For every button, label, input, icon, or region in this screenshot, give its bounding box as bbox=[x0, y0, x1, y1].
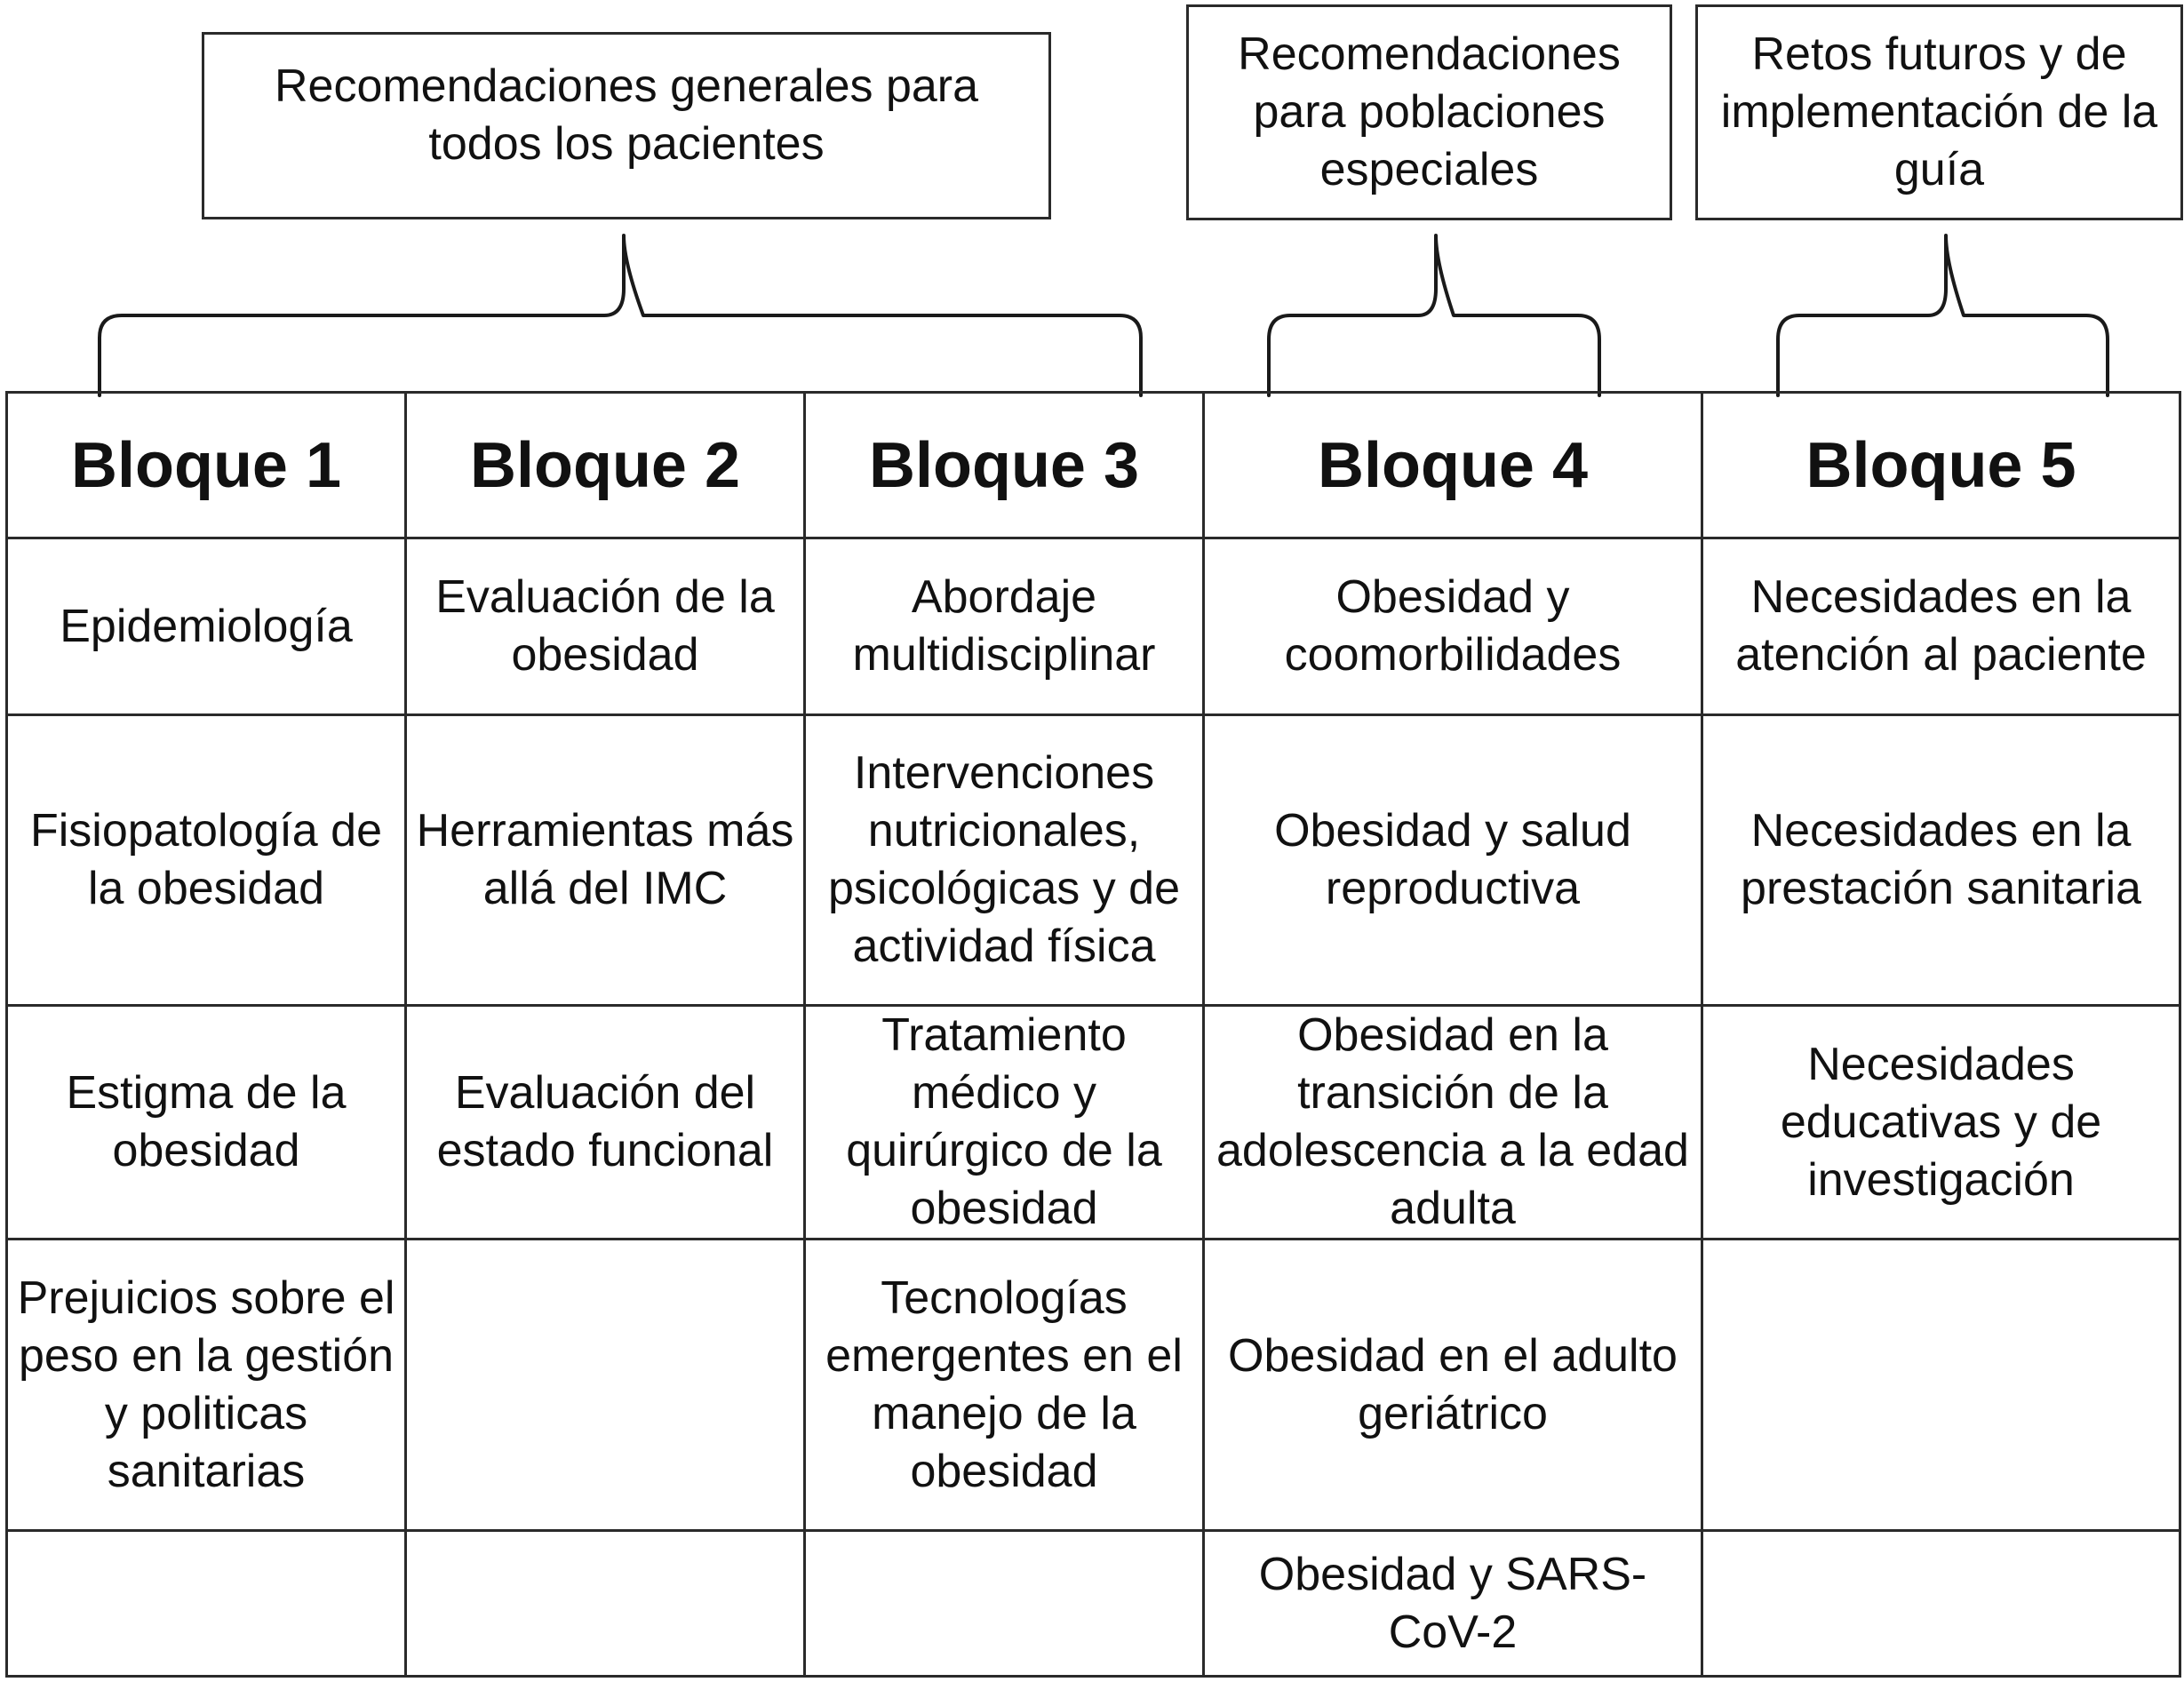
table-row bbox=[7, 1006, 2180, 1240]
header-bloque-5: Bloque 5 bbox=[1702, 393, 2180, 538]
cell: Tratamiento médico y quirúrgico de la obesidad bbox=[805, 1006, 1204, 1240]
cell: Necesidades en la atención al paciente bbox=[1702, 538, 2180, 715]
cell: Intervenciones nutricionales, psicológicas y de actividad física bbox=[805, 715, 1204, 1006]
cell: Obesidad y SARS-CoV-2 bbox=[1204, 1531, 1702, 1677]
header-bloque-1: Bloque 1 bbox=[7, 393, 406, 538]
cell: Estigma de la obesidad bbox=[7, 1006, 406, 1240]
cell: Necesidades educativas y de investigación bbox=[1702, 1006, 2180, 1240]
cell bbox=[406, 1240, 805, 1531]
table-row bbox=[7, 538, 2180, 715]
header-bloque-2: Bloque 2 bbox=[406, 393, 805, 538]
table-row bbox=[7, 715, 2180, 1006]
blocks-table bbox=[5, 391, 2181, 1678]
cell: Herramientas más allá del IMC bbox=[406, 715, 805, 1006]
brace-special bbox=[1269, 235, 1599, 395]
label-future-text: Retos futuros y de implementación de la guía bbox=[1720, 28, 2158, 195]
brace-future bbox=[1778, 235, 2108, 395]
label-general-text: Recomendaciones generales para todos los pacientes bbox=[274, 60, 979, 170]
cell bbox=[7, 1531, 406, 1677]
table-header-row bbox=[7, 393, 2180, 538]
brace-general bbox=[100, 235, 1141, 395]
header-bloque-4: Bloque 4 bbox=[1204, 393, 1702, 538]
cell bbox=[805, 1531, 1204, 1677]
label-special-text: Recomendaciones para poblaciones especiales bbox=[1238, 28, 1621, 195]
cell bbox=[1702, 1531, 2180, 1677]
cell: Evaluación de la obesidad bbox=[406, 538, 805, 715]
cell bbox=[406, 1531, 805, 1677]
cell: Epidemiología bbox=[7, 538, 406, 715]
label-special-populations bbox=[1186, 4, 1672, 220]
cell: Obesidad en la transición de la adolescencia a la edad adulta bbox=[1204, 1006, 1702, 1240]
cell: Obesidad y salud reproductiva bbox=[1204, 715, 1702, 1006]
cell: Evaluación del estado funcional bbox=[406, 1006, 805, 1240]
cell: Fisiopatología de la obesidad bbox=[7, 715, 406, 1006]
label-future-challenges bbox=[1695, 4, 2183, 220]
cell bbox=[1702, 1240, 2180, 1531]
cell: Abordaje multidisciplinar bbox=[805, 538, 1204, 715]
cell: Obesidad y coomorbilidades bbox=[1204, 538, 1702, 715]
header-bloque-3: Bloque 3 bbox=[805, 393, 1204, 538]
table-row bbox=[7, 1240, 2180, 1531]
cell: Tecnologías emergentes en el manejo de la obesidad bbox=[805, 1240, 1204, 1531]
cell: Necesidades en la prestación sanitaria bbox=[1702, 715, 2180, 1006]
label-general-recommendations bbox=[202, 32, 1051, 219]
cell: Obesidad en el adulto geriátrico bbox=[1204, 1240, 1702, 1531]
cell: Prejuicios sobre el peso en la gestión y politicas sanitarias bbox=[7, 1240, 406, 1531]
table-row bbox=[7, 1531, 2180, 1677]
